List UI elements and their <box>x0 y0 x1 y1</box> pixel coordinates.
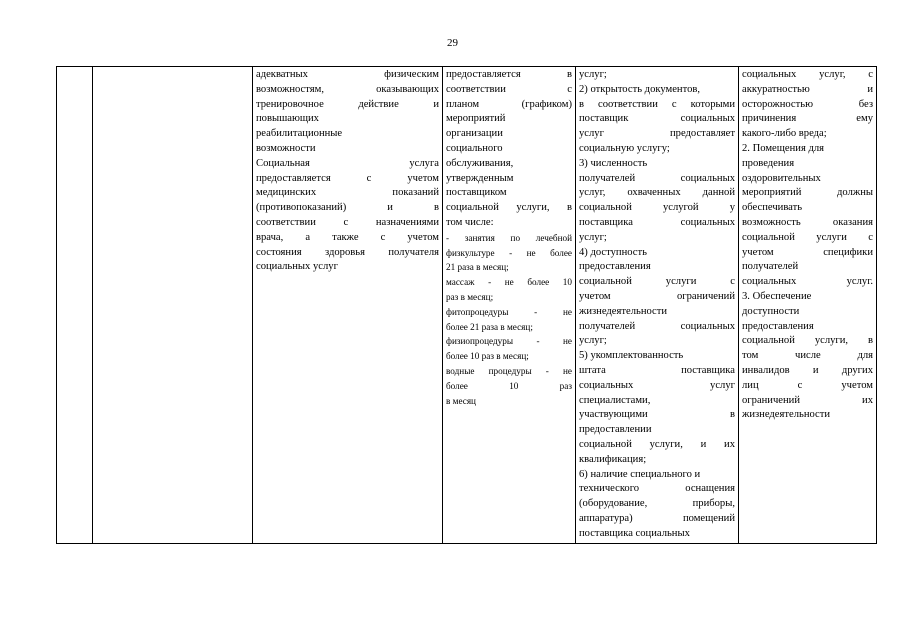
text-line: организации <box>446 128 503 140</box>
text-line: реабилитационные <box>256 128 343 140</box>
text-line: услуг предоставляет <box>579 128 735 140</box>
text-line: социальных услуг <box>579 379 735 391</box>
text-line: социальной услуги, и их <box>579 438 735 450</box>
service-description-text <box>256 68 439 275</box>
text-line: 3. Обеспечение <box>742 290 812 302</box>
text-line: лиц с учетом <box>742 379 873 391</box>
text-line: (оборудование, приборы, <box>579 498 735 510</box>
text-line: получателей <box>742 261 799 273</box>
text-line: поставщика социальных <box>579 527 690 539</box>
text-line: поставщика социальных <box>579 216 735 228</box>
text-line: аккуратностью и <box>742 83 873 95</box>
text-line: (противопоказаний) и в <box>256 202 439 214</box>
text-line: 5) укомплектованность <box>579 350 684 362</box>
text-line: более 21 раза в месяц; <box>446 321 533 332</box>
text-line: более 10 раз в месяц; <box>446 351 529 362</box>
text-line: социальных услуг, с <box>742 69 873 80</box>
text-line: социальных услуг. <box>742 276 873 288</box>
text-line: какого-либо вреда; <box>742 128 827 140</box>
text-line: жизнедеятельности <box>742 409 831 421</box>
text-line: 2) открытость документов, <box>579 83 701 95</box>
text-line: учетом ограничений <box>579 290 735 302</box>
text-line: технического оснащения <box>579 483 735 495</box>
cell-conditions <box>739 67 877 544</box>
text-line: физиопроцедуры - не <box>446 336 572 347</box>
text-line: социальной услуги с <box>742 231 873 243</box>
text-line: том числе: <box>446 216 494 228</box>
text-line: поставщик социальных <box>579 113 735 125</box>
text-line: повышающих <box>256 113 319 125</box>
text-line: услуг; <box>579 231 607 243</box>
text-line: проведения <box>742 157 795 169</box>
text-line: аппаратура) помещений <box>579 512 735 524</box>
text-line: получателей социальных <box>579 172 735 184</box>
text-line: том числе для <box>742 350 873 362</box>
page-number: 29 <box>447 37 458 49</box>
text-line: ограничений их <box>742 394 873 406</box>
cell-service-name <box>93 67 253 544</box>
text-line: в месяц <box>446 395 476 406</box>
text-line: квалификация; <box>579 453 647 465</box>
text-line: оздоровительных <box>742 172 821 184</box>
text-line: предоставляется в <box>446 69 572 80</box>
cell-number <box>57 67 93 544</box>
text-line: причинения ему <box>742 113 873 125</box>
text-line: доступности <box>742 305 800 317</box>
text-line: специалистами, <box>579 394 651 406</box>
text-line: получателей социальных <box>579 320 735 332</box>
text-line: мероприятий должны <box>742 187 873 199</box>
text-line: массаж - не более 10 <box>446 277 572 288</box>
text-line: услуг, охваченных данной <box>579 187 735 199</box>
text-line: 6) наличие специального и <box>579 468 701 480</box>
text-line: - занятия по лечебной <box>446 232 572 243</box>
text-line: поставщиком <box>446 187 507 199</box>
text-line: социальную услугу; <box>579 142 670 154</box>
text-line: услуг; <box>579 69 607 80</box>
text-line: физкультуре - не более <box>446 247 572 258</box>
cell-norms <box>443 67 576 544</box>
text-line: мероприятий <box>446 113 506 125</box>
text-line: учетом специфики <box>742 246 873 258</box>
text-line: осторожностью без <box>742 98 873 110</box>
text-line: 2. Помещения для <box>742 142 825 154</box>
text-line: штата поставщика <box>579 364 735 376</box>
text-line: состояния здоровья получателя <box>256 246 439 258</box>
text-line: 4) доступность <box>579 246 647 258</box>
text-line: возможности <box>256 142 316 154</box>
text-line: тренировочное действие и <box>256 98 439 110</box>
text-line: предоставляется с учетом <box>256 172 439 184</box>
text-line: фитопроцедуры - не <box>446 306 572 317</box>
text-line: предоставления <box>579 261 651 273</box>
text-line: адекватных физическим <box>256 69 439 80</box>
text-line: обслуживания, <box>446 157 514 169</box>
text-line: социальной услуги, в <box>742 335 873 347</box>
text-line: социального <box>446 142 503 154</box>
text-line: в соответствии с которыми <box>579 98 735 110</box>
text-line: инвалидов и других <box>742 364 873 376</box>
text-line: врача, а также с учетом <box>256 231 439 243</box>
text-line: социальной услуги, в <box>446 202 572 214</box>
text-line: медицинских показаний <box>256 187 439 199</box>
text-line: соответствии с <box>446 83 572 95</box>
text-line: услуг; <box>579 335 607 347</box>
text-line: жизнедеятельности <box>579 305 668 317</box>
text-line: социальной услугой у <box>579 202 735 214</box>
text-line: возможность оказания <box>742 216 873 228</box>
text-line: возможностям, оказывающих <box>256 83 439 95</box>
text-line: соответствии с назначениями <box>256 216 439 228</box>
text-line: обеспечивать <box>742 202 803 214</box>
table-row <box>57 67 877 544</box>
conditions-text <box>742 68 873 423</box>
text-line: раз в месяц; <box>446 291 494 302</box>
text-line: предоставления <box>742 320 814 332</box>
services-table <box>56 66 877 544</box>
cell-quality-indicators <box>576 67 739 544</box>
text-line: Социальная услуга <box>256 157 439 169</box>
text-line: социальной услуги с <box>579 276 735 288</box>
text-line: утвержденным <box>446 172 514 184</box>
cell-service-description <box>253 67 443 544</box>
text-line: 21 раза в месяц; <box>446 262 509 273</box>
text-line: 3) численность <box>579 157 648 169</box>
norms-text <box>446 68 572 408</box>
text-line: более 10 раз <box>446 380 572 391</box>
text-line: водные процедуры - не <box>446 365 572 376</box>
text-line: планом (графиком) <box>446 98 572 110</box>
text-line: участвующими в <box>579 409 735 421</box>
quality-indicators-text <box>579 68 735 542</box>
text-line: предоставлении <box>579 424 652 436</box>
text-line: социальных услуг <box>256 261 338 273</box>
